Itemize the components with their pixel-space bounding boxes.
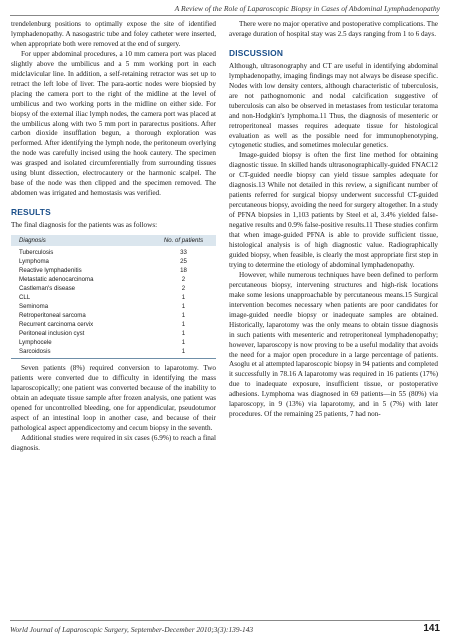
results-paragraph-additional: Additional studies were required in six cases (6.9%) to reach a final diagnosis.	[11, 433, 216, 452]
table-cell-diagnosis: Sarcoidosis	[19, 348, 51, 356]
discussion-paragraph-2: Image-guided biopsy is often the first line method for obtaining diagnostic tissue. In skilled hands ultrasonographically-guided FNAC12 or CT-guided needle biopsy can yield tissue samples adequate for diagnosis.13 While not detailed in this review, a significant number of patients referred for surgical biopsy underwent successful CT-guided percutaneous biopsy, avoiding the need for surgery altogether. In a study of PFNA biopsies in 1,103 patients by Steel et al, 3.4% yielded false-negative results and 0.9% false-positive results.11 These studies confirm that when image-guided PFNA is able to provide sufficient tissue, histological analysis is of high diagnostic value. Radiographically guided biopsy, when feasible, is clearly the most appropriate first step in trying to determine the etiology of abdominal lymphadenopathy.	[229, 151, 438, 269]
results-paragraph-complications: There were no major operative and postoperative complications. The average duration of hospital stay was 2.5 days ranging from 1 to 6 days.	[229, 20, 438, 38]
table-cell-diagnosis: Recurrent carcinoma cervix	[19, 321, 94, 329]
table-cell-count: 1	[181, 339, 186, 347]
table-row	[11, 248, 216, 257]
journal-citation: World Journal of Laparoscopic Surgery, September-December 2010;3(3):139-143	[10, 625, 254, 634]
table-cell-count: 33	[180, 249, 187, 257]
header-divider	[10, 15, 439, 16]
table-header-diagnosis: Diagnosis	[19, 237, 46, 245]
table-cell-count: 1	[181, 330, 186, 338]
table-cell-diagnosis: CLL	[19, 294, 31, 302]
diagnosis-table	[11, 235, 216, 359]
table-cell-count: 2	[181, 276, 186, 284]
table-cell-count: 2	[181, 285, 186, 293]
methods-paragraph-2: For upper abdominal procedures, a 10 mm camera port was placed slightly above the umbilicus and a 5 mm working port in each midclavicular line. In addition, a self-retaining retractor was set up to retract the left lobe of liver. The para-aortic nodes were biopsied by placing the camera port to the right of the midline at the level of umbilicus and two working ports in the midline on either side. For biopsy of the external iliac lymph nodes, the camera port was placed at the umbilicus along with two 5 mm port in pararectus positions. After carbon dioxide insufflation begun, a thorough exploration was performed. After identifying the lymph node, the peritoneum overlying the node was carefully incised using the hook cautery. The specimen was grasped and isolated circumferentially from surrounding tissues using blunt dissection, electrocautery or the harmonic scalpel. The base of the node was then clipped and the specimen removed. The abdomen was irrigated and hemostasis was verified.	[11, 49, 216, 198]
discussion-paragraph-3: However, while numerous techniques have been defined to perform percutaneous biopsy, intervening structures and high-risk locations make some lesions unapproachable by percutaneous means.15 Surgical intervention becomes necessary when patients are poor candidates for image-guided needle biopsy or inadequate samples are obtained. Historically, laparotomy was the only means to obtain tissue diagnosis in such patients with mesenteric and retroperitoneal lymphadenopathy; however, laparoscopy is now proving to be a useful modality that avoids the need for a major open procedure in a large percentage of patients. Asoglu et al attempted laparoscopic biopsy in 94 patients and completed it successfully in 78.16 A laparotomy was required in 16 patients (17%) due to inadequate exposure, insufficient tissue, or postoperative adhesions. Lymphoma was diagnosed in 69 patients—in 55 (80%) via laparoscopy, in 9 (13%) via laparotomy, and in 5 (7%) with later procedures. Of the remaining 25 patients, 7 had non-	[229, 270, 438, 419]
table-row	[11, 302, 216, 311]
table-cell-count: 18	[180, 267, 187, 275]
results-intro: The final diagnosis for the patients was as follows:	[11, 221, 158, 230]
table-cell-count: 1	[181, 321, 186, 329]
table-row	[11, 284, 216, 293]
table-cell-count: 1	[181, 294, 186, 302]
table-row	[11, 338, 216, 347]
table-row	[11, 329, 216, 338]
table-cell-diagnosis: Lymphocele	[19, 339, 52, 347]
table-row	[11, 257, 216, 266]
left-column	[11, 20, 216, 454]
table-cell-count: 1	[181, 303, 186, 311]
table-body	[11, 246, 216, 359]
right-column	[229, 20, 438, 420]
table-cell-diagnosis: Seminoma	[19, 303, 49, 311]
table-cell-count: 25	[180, 258, 187, 266]
table-cell-diagnosis: Retroperitoneal sarcoma	[19, 312, 86, 320]
table-cell-diagnosis: Reactive lymphadenitis	[19, 267, 82, 275]
table-cell-diagnosis: Lymphoma	[19, 258, 49, 266]
page-number: 141	[423, 623, 440, 634]
table-header-count: No. of patients	[163, 237, 204, 245]
table-cell-count: 1	[181, 312, 186, 320]
table-row	[11, 347, 216, 356]
table-cell-diagnosis: Tuberculosis	[19, 249, 54, 257]
results-paragraph-conversion: Seven patients (8%) required conversion to laparotomy. Two patients were converted due to difficulty in identifying the mass laparoscopically; one patient was converted because of the inability to obtain an adequate tissue sample after frozen analysis, one patient was opened for uncontrolled bleeding, one for appendicular, pseudotumor aspect of an intestinal loop in another case, and because of their pathological aspect appendicectomy and cecum biopsy in the seventh.	[11, 364, 216, 432]
table-header-row	[11, 235, 216, 246]
table-cell-diagnosis: Metastatic adenocarcinoma	[19, 276, 94, 284]
table-row	[11, 320, 216, 329]
results-heading: RESULTS	[11, 207, 51, 218]
table-row	[11, 293, 216, 302]
table-row	[11, 266, 216, 275]
running-header: A Review of the Role of Laparoscopic Biopsy in Cases of Abdominal Lymphadenopathy	[174, 4, 440, 13]
table-cell-count: 1	[181, 348, 186, 356]
table-cell-diagnosis: Castleman's disease	[19, 285, 76, 293]
discussion-heading: DISCUSSION	[229, 47, 284, 58]
discussion-paragraph-1: Although, ultrasonography and CT are useful in identifying abdominal lymphadenopathy, imaging findings may not always be disease specific. Nodes with low density centers, although characteristic of tuberculosis, are not pathognomonic and nodal calcification suggestive of tuberculosis can also be observed in metastases from testicular teratoma and non-Hodgkin's lymphoma.11 Thus, the diagnosis of mesenteric or retroperitoneal masses requires adequate tissue for histological evaluation as well as the possible need for immunophenotyping, cytogenetic studies, and sometimes molecular genetics.	[229, 61, 438, 150]
table-cell-diagnosis: Peritoneal inclusion cyst	[19, 330, 85, 338]
table-row	[11, 311, 216, 320]
page-footer	[10, 620, 440, 637]
table-row	[11, 275, 216, 284]
methods-paragraph-1: trendelenburg positions to optimally expose the site of identified lymphadenopathy. A nasogastric tube and foley catheter were inserted, when appropriate both were removed at the end of surgery.	[11, 20, 216, 48]
